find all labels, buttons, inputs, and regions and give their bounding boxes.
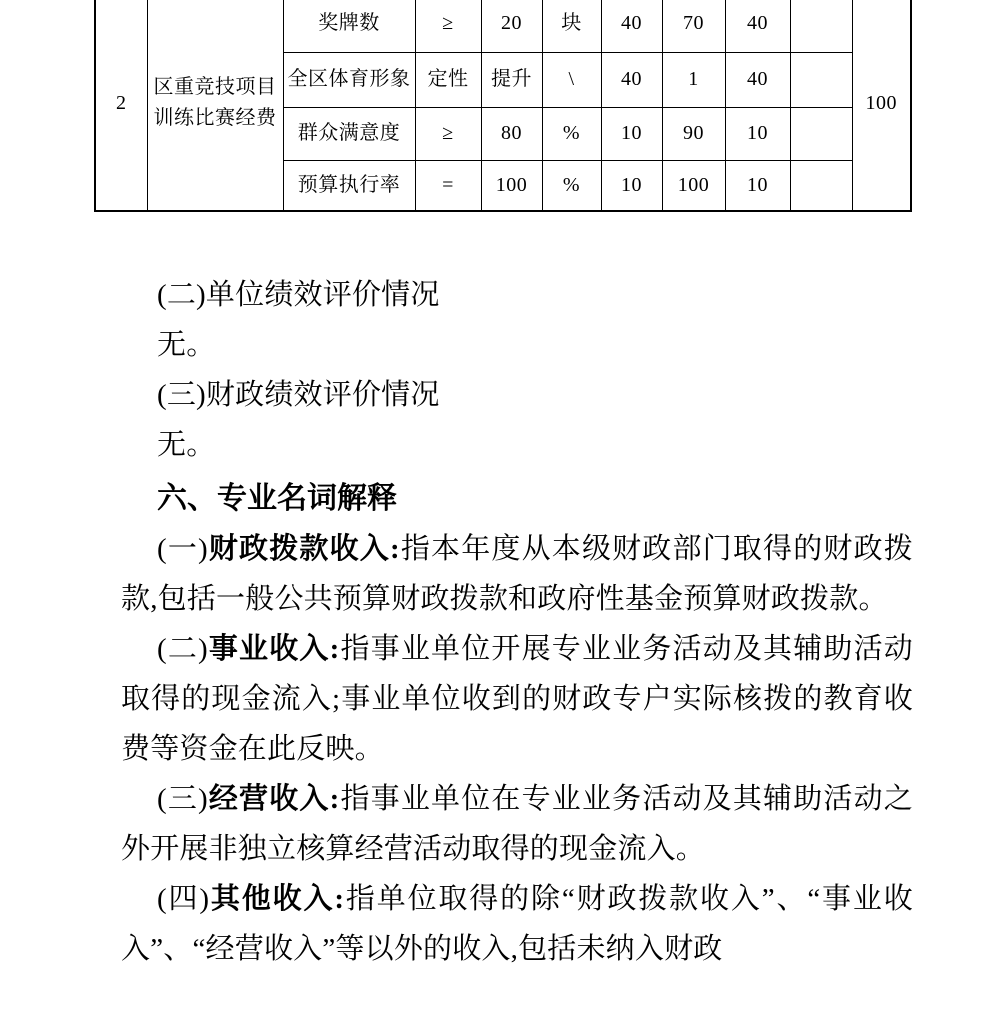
cell-operator: = <box>415 160 481 211</box>
document-text <box>121 270 913 974</box>
cell-target-value: 100 <box>481 160 542 211</box>
term-name: 事业收入: <box>207 633 340 665</box>
cell-operator: ≥ <box>415 0 481 52</box>
section-heading-fiscal-eval: (三)财政绩效评价情况 <box>157 379 440 411</box>
cell-indicator-name: 全区体育形象 <box>283 52 415 107</box>
term-paragraph-operating-income <box>121 624 913 774</box>
term-definition: 指本年度从本级财政部门取得的财政拨款,包括一般公共预算财政拨款和政府性基金预算财政拨款。 <box>121 533 913 615</box>
cell-score: 10 <box>725 160 790 211</box>
term-definition: 指事业单位开展专业业务活动及其辅助活动取得的现金流入;事业单位收到的财政专户实际核拨的教育收费等资金在此反映。 <box>121 633 913 765</box>
cell-unit: % <box>542 107 601 160</box>
cell-score: 40 <box>725 52 790 107</box>
terms-section-heading: 六、专业名词解释 <box>157 482 397 515</box>
term-paragraph-business-income <box>121 774 913 874</box>
cell-actual-value: 70 <box>662 0 725 52</box>
cell-blank <box>790 160 852 211</box>
term-name: 经营收入: <box>207 783 340 815</box>
cell-indicator-name: 预算执行率 <box>283 160 415 211</box>
cell-score: 40 <box>725 0 790 52</box>
cell-operator: 定性 <box>415 52 481 107</box>
cell-target-value: 80 <box>481 107 542 160</box>
section-body-none-2: 无。 <box>157 429 216 461</box>
cell-target-value: 提升 <box>481 52 542 107</box>
section-heading-unit-eval: (二)单位绩效评价情况 <box>157 279 440 311</box>
cell-weight: 40 <box>601 52 662 107</box>
performance-indicator-table <box>94 0 912 212</box>
cell-weight: 10 <box>601 107 662 160</box>
cell-operator: ≥ <box>415 107 481 160</box>
term-name: 财政拨款收入: <box>207 533 400 565</box>
cell-blank <box>790 0 852 52</box>
cell-indicator-name: 群众满意度 <box>283 107 415 160</box>
cell-weight: 10 <box>601 160 662 211</box>
cell-target-value: 20 <box>481 0 542 52</box>
cell-indicator-name: 奖牌数 <box>283 0 415 52</box>
cell-unit: 块 <box>542 0 601 52</box>
term-number: (一) <box>157 533 208 565</box>
term-name: 其他收入: <box>209 883 345 915</box>
indicator-row <box>95 0 911 52</box>
term-number: (三) <box>157 783 208 815</box>
cell-score: 10 <box>725 107 790 160</box>
cell-seq: 2 <box>95 0 147 211</box>
term-paragraph-other-income <box>121 874 913 974</box>
cell-actual-value: 1 <box>662 52 725 107</box>
cell-blank <box>790 52 852 107</box>
term-definition: 指事业单位在专业业务活动及其辅助活动之外开展非独立核算经营活动取得的现金流入。 <box>121 783 913 865</box>
cell-weight: 40 <box>601 0 662 52</box>
cell-actual-value: 100 <box>662 160 725 211</box>
cell-project-name: 区重竞技项目训练比赛经费 <box>147 0 283 211</box>
cell-unit: \ <box>542 52 601 107</box>
term-paragraph-fiscal-appropriation-income <box>121 524 913 624</box>
term-number: (二) <box>157 633 208 665</box>
cell-total-score: 100 <box>852 0 911 211</box>
cell-actual-value: 90 <box>662 107 725 160</box>
section-body-none-1: 无。 <box>157 329 216 361</box>
term-definition: 指单位取得的除“财政拨款收入”、“事业收入”、“经营收入”等以外的收入,包括未纳入财政 <box>121 883 913 965</box>
table-region <box>94 0 916 216</box>
cell-unit: % <box>542 160 601 211</box>
term-number: (四) <box>157 883 210 915</box>
cell-blank <box>790 107 852 160</box>
